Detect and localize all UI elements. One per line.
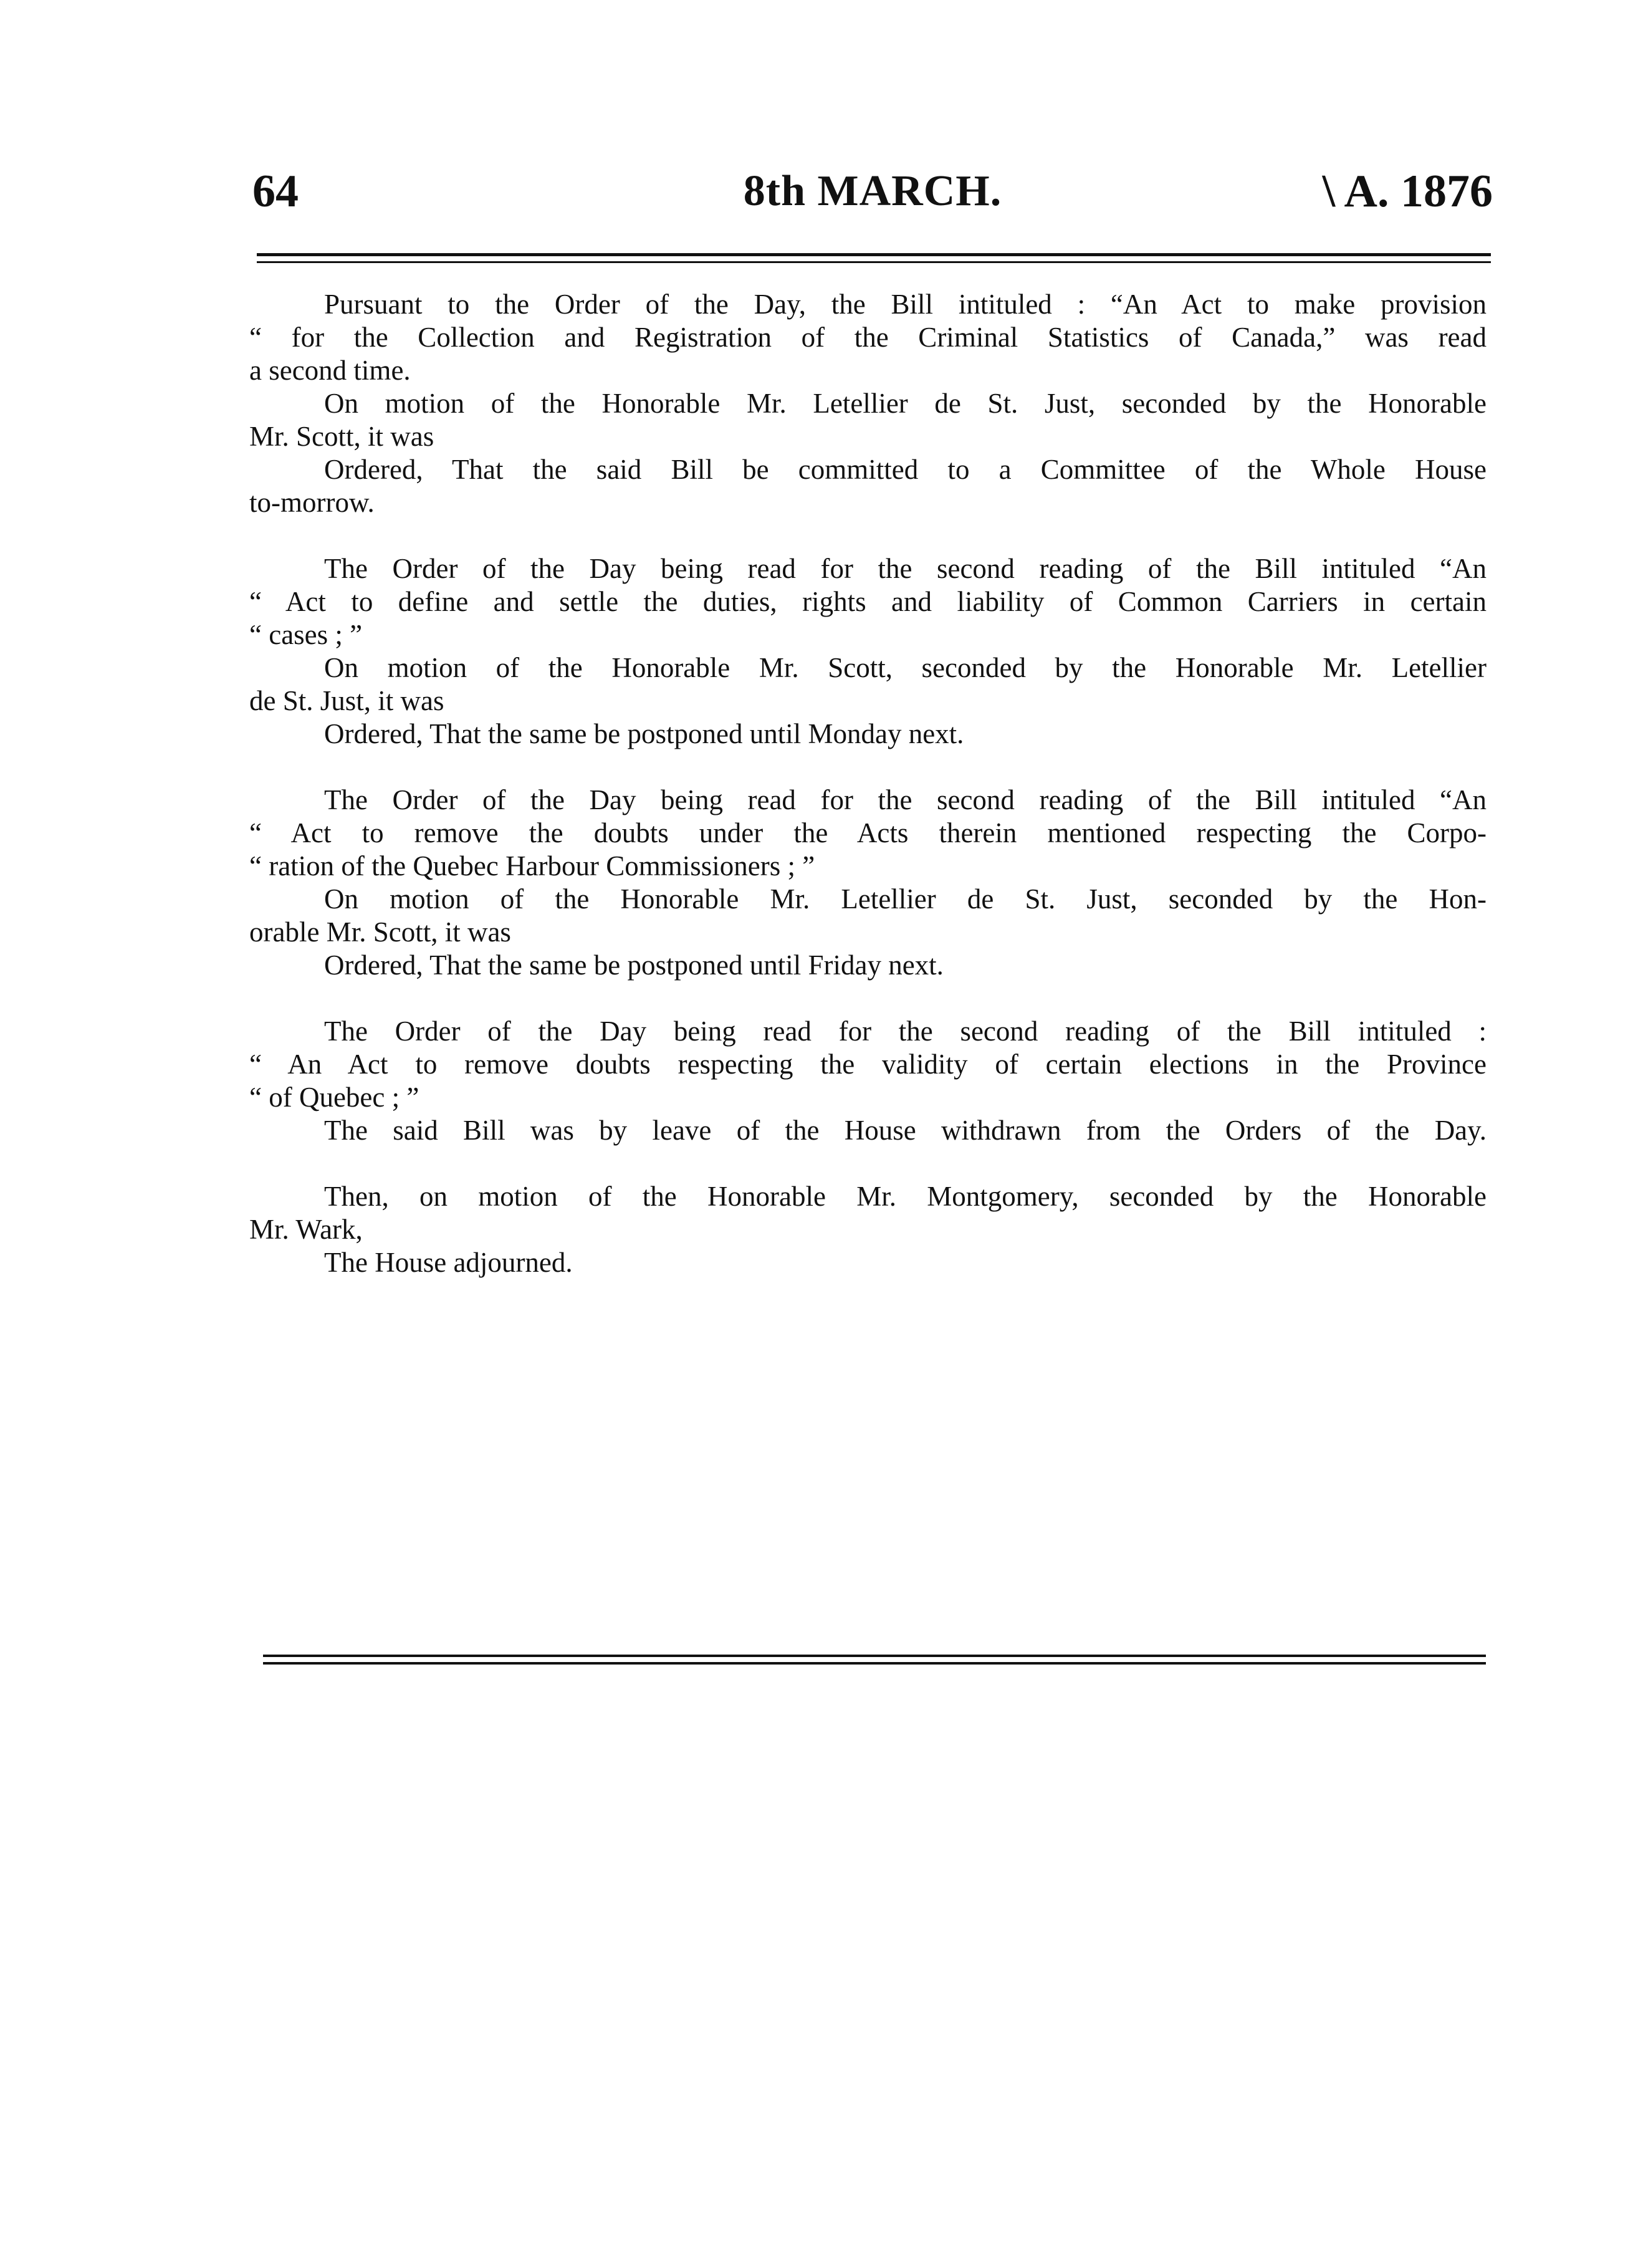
paragraph-common-carriers <box>249 552 1487 751</box>
text-line: “ Act to remove the doubts under the Acts therein mentioned respecting the Corpo- <box>249 817 1487 848</box>
text-line: Pursuant to the Order of the Day, the Bill intituled : “An Act to make provision <box>324 289 1487 320</box>
text-line: Ordered, That the said Bill be committed to a Committee of the Whole House <box>324 454 1487 485</box>
body-text <box>249 288 1487 1279</box>
page-number: 64 <box>252 166 299 217</box>
header-date: 8th MARCH. <box>743 167 1002 215</box>
paragraph-quebec-elections <box>249 1015 1487 1147</box>
paragraph-gap <box>249 1147 1487 1180</box>
text-line: orable Mr. Scott, it was <box>249 916 511 948</box>
text-line: The Order of the Day being read for the second reading of the Bill intituled : <box>324 1016 1487 1047</box>
footer-rule-thin <box>263 1662 1486 1665</box>
text-line: “ ration of the Quebec Harbour Commissioners ; ” <box>249 850 815 882</box>
header-rule-thick <box>257 253 1491 256</box>
text-line: The said Bill was by leave of the House withdrawn from the Orders of the Day. <box>324 1115 1487 1146</box>
text-line: to-morrow. <box>249 487 375 518</box>
paragraph-gap <box>249 982 1487 1015</box>
text-line: de St. Just, it was <box>249 685 444 716</box>
page-header <box>252 163 1493 219</box>
text-line: Mr. Wark, <box>249 1214 363 1245</box>
header-rule-thin <box>257 261 1491 263</box>
text-line: The Order of the Day being read for the second reading of the Bill intituled “An <box>324 553 1487 584</box>
text-line: Ordered, That the same be postponed until Friday next. <box>324 949 944 981</box>
text-line: Ordered, That the same be postponed until Monday next. <box>324 718 964 749</box>
text-line: On motion of the Honorable Mr. Letellier de St. Just, seconded by the Hon- <box>324 883 1487 915</box>
text-line: Mr. Scott, it was <box>249 421 434 452</box>
paragraph-gap <box>249 519 1487 552</box>
text-line: On motion of the Honorable Mr. Letellier de St. Just, seconded by the Honorable <box>324 388 1487 419</box>
text-line: a second time. <box>249 355 411 386</box>
text-line: “ of Quebec ; ” <box>249 1082 419 1113</box>
paragraph-gap <box>249 751 1487 784</box>
text-line: Then, on motion of the Honorable Mr. Montgomery, seconded by the Honorable <box>324 1181 1487 1212</box>
paragraph-adjournment <box>249 1180 1487 1279</box>
text-line: “ for the Collection and Registration of the Criminal Statistics of Canada,” was read <box>249 322 1487 353</box>
paragraph-harbour-commissioners <box>249 784 1487 982</box>
footer-rule-thick <box>263 1655 1486 1657</box>
text-line: The Order of the Day being read for the second reading of the Bill intituled “An <box>324 784 1487 815</box>
text-line: “ Act to define and settle the duties, rights and liability of Common Carriers in certain <box>249 586 1487 617</box>
text-line: On motion of the Honorable Mr. Scott, seconded by the Honorable Mr. Letellier <box>324 652 1487 683</box>
text-line: “ cases ; ” <box>249 619 363 650</box>
text-line: “ An Act to remove doubts respecting the validity of certain elections in the Province <box>249 1049 1487 1080</box>
header-year: \ A. 1876 <box>1322 166 1493 217</box>
paragraph-criminal-statistics <box>249 288 1487 519</box>
text-line: The House adjourned. <box>324 1247 573 1278</box>
